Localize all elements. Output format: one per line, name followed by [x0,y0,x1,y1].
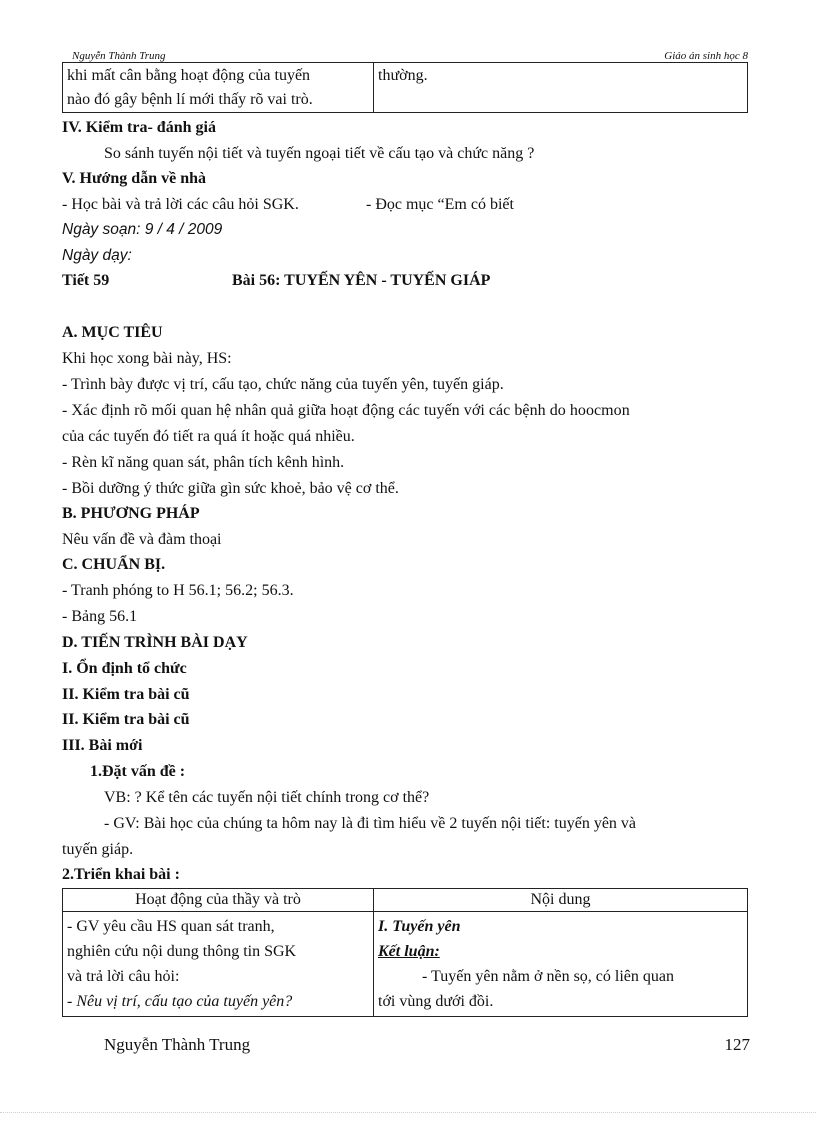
gv-text-cont: tuyến giáp. [62,841,134,858]
lesson-period: Tiết 59 [62,272,110,289]
top-table [62,62,748,113]
section-4-title: IV. Kiểm tra- đánh giá [62,119,216,136]
top-table-left-line: khi mất cân bằng hoạt động của tuyến [67,67,311,84]
vb-question: VB: ? Kể tên các tuyến nội tiết chính trong cơ thể? [104,789,430,806]
section-a-item-4: - Bồi dưỡng ý thức giữa gìn sức khoẻ, bảo vệ cơ thể. [62,480,399,497]
top-table-right-cell [374,63,748,113]
footer-author: Nguyễn Thành Trung [104,1035,251,1054]
section-a-item-2-cont: của các tuyến đó tiết ra quá ít hoặc quá nhiều. [62,428,355,445]
sub-step-2: 2.Triển khai bài : [62,866,180,883]
table-row [63,912,748,1017]
sub-step-1: 1.Đặt vấn đề : [90,763,186,780]
table-activity-cell [63,912,374,1017]
date-prepared: Ngày soạn: 9 / 4 / 2009 [62,221,223,238]
page-number: 127 [724,1035,750,1054]
content-line-1: - Tuyến yên nằm ở nền sọ, có liên quan [422,968,674,985]
top-table-right-line: thường. [378,67,428,84]
header-author: Nguyễn Thành Trung [72,50,166,62]
section-a-item-2: - Xác định rõ mối quan hệ nhân quả giữa hoạt động các tuyến với các bệnh do hoocmon [62,402,630,419]
table-content-cell [374,912,748,1017]
section-a-item-3: - Rèn kĩ năng quan sát, phân tích kênh hình. [62,454,345,471]
top-table-left-line: nào đó gây bệnh lí mới thấy rõ vai trò. [67,91,313,108]
section-5-item-2: - Đọc mục “Em có biết [366,196,514,213]
section-a-item-1: - Trình bày được vị trí, cấu tạo, chức năng của tuyến yên, tuyến giáp. [62,376,504,393]
section-b-text: Nêu vấn đề và đàm thoại [62,531,222,548]
activity-line-1: - GV yêu cầu HS quan sát tranh, [67,918,275,935]
table-header-content: Nội dung [374,889,748,912]
table-header-row [63,889,748,912]
content-line-2: tới vùng dưới đồi. [378,993,494,1010]
step-2b: II. Kiểm tra bài cũ [62,711,190,728]
top-table-left-cell [63,63,374,113]
step-2a: II. Kiểm tra bài cũ [62,686,190,703]
page-edge [0,1112,816,1113]
section-b-title: B. PHƯƠNG PHÁP [62,505,200,522]
header-subject: Giáo án sinh học 8 [664,50,748,62]
section-4-text: So sánh tuyến nội tiết và tuyến ngoại tiết về cấu tạo và chức năng ? [104,145,535,162]
activity-question: - Nêu vị trí, cấu tạo của tuyến yên? [67,993,293,1010]
date-taught: Ngày dạy: [62,247,132,264]
table-header-activity: Hoạt động của thầy và trò [63,889,374,912]
step-3: III. Bài mới [62,737,143,754]
activity-line-3: và trả lời câu hỏi: [67,968,180,985]
gv-text: - GV: Bài học của chúng ta hôm nay là đi tìm hiểu về 2 tuyến nội tiết: tuyến yên và [104,815,637,832]
content-conclusion-label: Kết luận: [378,943,440,960]
activity-line-2: nghiên cứu nội dung thông tin SGK [67,943,297,960]
content-heading: I. Tuyến yên [378,918,461,935]
section-c-item-1: - Tranh phóng to H 56.1; 56.2; 56.3. [62,582,294,599]
section-a-intro: Khi học xong bài này, HS: [62,350,232,367]
step-1: I. Ổn định tổ chức [62,660,187,677]
section-5-item-1: - Học bài và trả lời các câu hỏi SGK. [62,196,299,213]
lesson-table [62,888,748,1017]
section-d-title: D. TIẾN TRÌNH BÀI DẠY [62,634,248,651]
section-c-title: C. CHUẨN BỊ. [62,556,166,573]
section-a-title: A. MỤC TIÊU [62,324,163,341]
section-5-title: V. Hướng dẫn về nhà [62,170,206,187]
section-c-item-2: - Bảng 56.1 [62,608,138,625]
lesson-title: Bài 56: TUYẾN YÊN - TUYẾN GIÁP [232,272,491,289]
